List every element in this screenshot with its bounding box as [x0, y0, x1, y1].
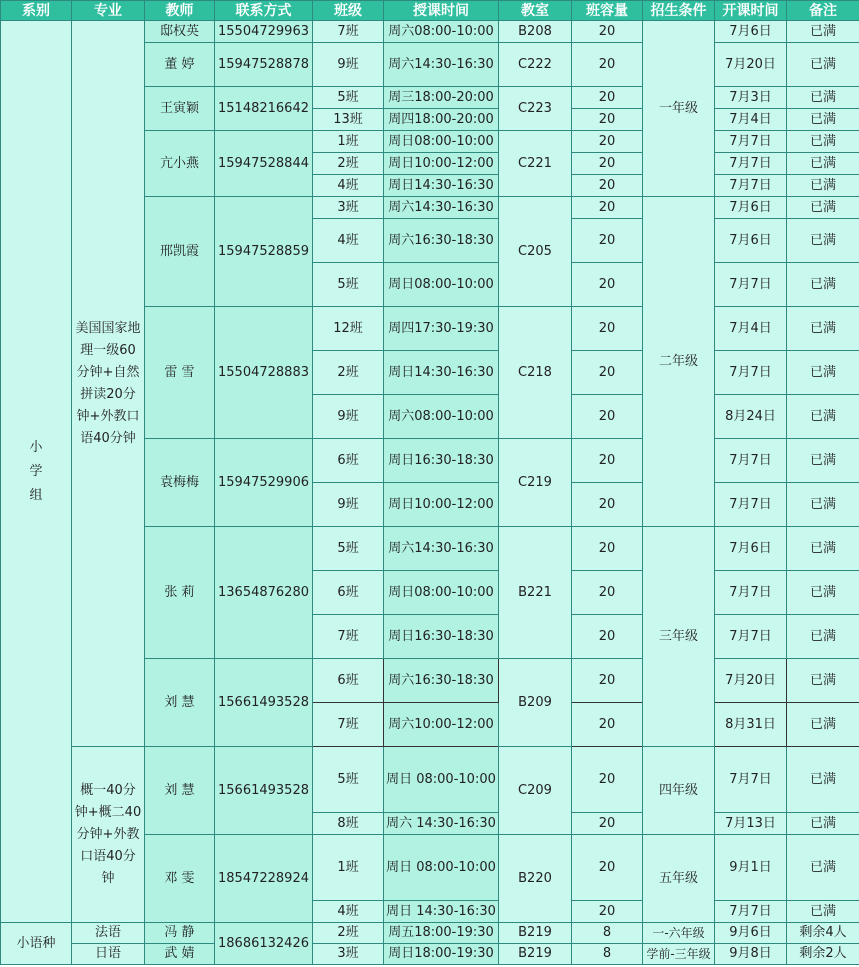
start-date-cell: 8月31日	[715, 703, 787, 747]
teacher-cell: 冯 静	[145, 923, 215, 944]
class-cell: 4班	[313, 219, 384, 263]
condition-cell: 一年级	[643, 21, 715, 197]
header-room: 教室	[499, 1, 572, 21]
start-date-cell: 9月6日	[715, 923, 787, 944]
room-cell: C219	[499, 439, 572, 527]
note-cell: 已满	[787, 615, 859, 659]
note-cell: 已满	[787, 131, 859, 153]
note-cell: 已满	[787, 571, 859, 615]
capacity-cell: 20	[572, 21, 643, 43]
start-date-cell: 7月7日	[715, 747, 787, 813]
room-cell: B208	[499, 21, 572, 43]
time-cell: 周日16:30-18:30	[384, 615, 499, 659]
class-cell: 5班	[313, 527, 384, 571]
note-cell: 已满	[787, 659, 859, 703]
start-date-cell: 7月7日	[715, 263, 787, 307]
capacity-cell: 20	[572, 439, 643, 483]
phone-cell: 15947528859	[215, 197, 313, 307]
capacity-cell: 20	[572, 483, 643, 527]
teacher-cell: 董 婷	[145, 43, 215, 87]
class-cell: 13班	[313, 109, 384, 131]
department-cell: 小语种	[1, 923, 72, 965]
time-cell: 周六14:30-16:30	[384, 197, 499, 219]
capacity-cell: 20	[572, 659, 643, 703]
class-cell: 5班	[313, 87, 384, 109]
table-row	[1, 923, 859, 944]
capacity-cell: 20	[572, 87, 643, 109]
class-cell: 9班	[313, 483, 384, 527]
class-cell: 4班	[313, 175, 384, 197]
time-cell: 周日18:00-19:30	[384, 944, 499, 965]
header-teacher: 教师	[145, 1, 215, 21]
note-cell: 已满	[787, 43, 859, 87]
class-cell: 2班	[313, 351, 384, 395]
class-cell: 7班	[313, 615, 384, 659]
condition-cell: 三年级	[643, 527, 715, 747]
phone-cell: 15504729963	[215, 21, 313, 43]
room-cell: B209	[499, 659, 572, 747]
time-cell: 周日08:00-10:00	[384, 131, 499, 153]
phone-cell: 15947528878	[215, 43, 313, 87]
start-date-cell: 7月7日	[715, 175, 787, 197]
time-cell: 周六14:30-16:30	[384, 43, 499, 87]
note-cell: 已满	[787, 307, 859, 351]
note-cell: 已满	[787, 747, 859, 813]
time-cell: 周日14:30-16:30	[384, 351, 499, 395]
room-cell: C218	[499, 307, 572, 439]
teacher-cell: 袁梅梅	[145, 439, 215, 527]
teacher-cell: 刘 慧	[145, 747, 215, 835]
capacity-cell: 20	[572, 571, 643, 615]
time-cell: 周六 14:30-16:30	[384, 813, 499, 835]
phone-cell: 15947528844	[215, 131, 313, 197]
major-cell: 美国国家地理一级60分钟+自然拼读20分钟+外教口语40分钟	[72, 21, 145, 747]
note-cell: 已满	[787, 813, 859, 835]
phone-cell: 15504728883	[215, 307, 313, 439]
capacity-cell: 20	[572, 219, 643, 263]
capacity-cell: 20	[572, 747, 643, 813]
teacher-cell: 邓 雯	[145, 835, 215, 923]
start-date-cell: 7月7日	[715, 153, 787, 175]
time-cell: 周六14:30-16:30	[384, 527, 499, 571]
note-cell: 已满	[787, 87, 859, 109]
condition-cell: 学前-三年级	[643, 944, 715, 965]
class-cell: 9班	[313, 43, 384, 87]
major-cell: 日语	[72, 944, 145, 965]
phone-cell: 18686132426	[215, 923, 313, 965]
start-date-cell: 7月6日	[715, 21, 787, 43]
phone-cell: 15661493528	[215, 747, 313, 835]
start-date-cell: 9月8日	[715, 944, 787, 965]
capacity-cell: 20	[572, 351, 643, 395]
time-cell: 周三18:00-20:00	[384, 87, 499, 109]
note-cell: 已满	[787, 901, 859, 923]
class-cell: 5班	[313, 747, 384, 813]
time-cell: 周日 08:00-10:00	[384, 747, 499, 813]
phone-cell: 15661493528	[215, 659, 313, 747]
capacity-cell: 20	[572, 307, 643, 351]
teacher-cell: 张 莉	[145, 527, 215, 659]
start-date-cell: 7月6日	[715, 527, 787, 571]
class-cell: 4班	[313, 901, 384, 923]
time-cell: 周六16:30-18:30	[384, 659, 499, 703]
time-cell: 周六08:00-10:00	[384, 395, 499, 439]
class-cell: 7班	[313, 21, 384, 43]
note-cell: 剩余4人	[787, 923, 859, 944]
note-cell: 已满	[787, 483, 859, 527]
note-cell: 已满	[787, 109, 859, 131]
time-cell: 周日08:00-10:00	[384, 571, 499, 615]
start-date-cell: 7月7日	[715, 131, 787, 153]
room-cell: C205	[499, 197, 572, 307]
table-row	[1, 944, 859, 965]
capacity-cell: 20	[572, 43, 643, 87]
capacity-cell: 20	[572, 813, 643, 835]
time-cell: 周日10:00-12:00	[384, 483, 499, 527]
table-row	[1, 747, 859, 813]
room-cell: C209	[499, 747, 572, 835]
start-date-cell: 7月7日	[715, 439, 787, 483]
phone-cell: 13654876280	[215, 527, 313, 659]
room-cell: C222	[499, 43, 572, 87]
teacher-cell: 亢小燕	[145, 131, 215, 197]
note-cell: 已满	[787, 835, 859, 901]
time-cell: 周六10:00-12:00	[384, 703, 499, 747]
teacher-cell: 邸权英	[145, 21, 215, 43]
start-date-cell: 8月24日	[715, 395, 787, 439]
room-cell: C223	[499, 87, 572, 131]
class-cell: 6班	[313, 659, 384, 703]
time-cell: 周五18:00-19:30	[384, 923, 499, 944]
class-cell: 7班	[313, 703, 384, 747]
time-cell: 周四18:00-20:00	[384, 109, 499, 131]
header-note: 备注	[787, 1, 859, 21]
class-cell: 12班	[313, 307, 384, 351]
time-cell: 周日10:00-12:00	[384, 153, 499, 175]
phone-cell: 15148216642	[215, 87, 313, 131]
teacher-cell: 武 婧	[145, 944, 215, 965]
class-cell: 2班	[313, 153, 384, 175]
capacity-cell: 20	[572, 835, 643, 901]
time-cell: 周日 08:00-10:00	[384, 835, 499, 901]
phone-cell: 15947529906	[215, 439, 313, 527]
note-cell: 已满	[787, 153, 859, 175]
class-cell: 3班	[313, 197, 384, 219]
class-cell: 9班	[313, 395, 384, 439]
capacity-cell: 20	[572, 615, 643, 659]
room-cell: B220	[499, 835, 572, 923]
header-department: 系别	[1, 1, 72, 21]
major-cell: 法语	[72, 923, 145, 944]
note-cell: 已满	[787, 527, 859, 571]
header-contact: 联系方式	[215, 1, 313, 21]
major-cell: 概一40分钟+概二40分钟+外教口语40分钟	[72, 747, 145, 923]
class-cell: 6班	[313, 439, 384, 483]
teacher-cell: 刘 慧	[145, 659, 215, 747]
time-cell: 周日 14:30-16:30	[384, 901, 499, 923]
note-cell: 已满	[787, 21, 859, 43]
time-cell: 周日08:00-10:00	[384, 263, 499, 307]
time-cell: 周四17:30-19:30	[384, 307, 499, 351]
teacher-cell: 雷 雪	[145, 307, 215, 439]
header-start-date: 开课时间	[715, 1, 787, 21]
start-date-cell: 7月4日	[715, 109, 787, 131]
start-date-cell: 7月7日	[715, 571, 787, 615]
note-cell: 已满	[787, 263, 859, 307]
header-row	[1, 1, 859, 21]
note-cell: 已满	[787, 395, 859, 439]
start-date-cell: 7月7日	[715, 615, 787, 659]
room-cell: B219	[499, 923, 572, 944]
header-capacity: 班容量	[572, 1, 643, 21]
capacity-cell: 20	[572, 131, 643, 153]
start-date-cell: 7月7日	[715, 901, 787, 923]
condition-cell: 二年级	[643, 197, 715, 527]
capacity-cell: 20	[572, 175, 643, 197]
start-date-cell: 7月3日	[715, 87, 787, 109]
time-cell: 周六16:30-18:30	[384, 219, 499, 263]
capacity-cell: 20	[572, 263, 643, 307]
start-date-cell: 7月20日	[715, 659, 787, 703]
capacity-cell: 20	[572, 527, 643, 571]
capacity-cell: 8	[572, 944, 643, 965]
header-class: 班级	[313, 1, 384, 21]
header-major: 专业	[72, 1, 145, 21]
start-date-cell: 7月6日	[715, 219, 787, 263]
start-date-cell: 7月7日	[715, 351, 787, 395]
start-date-cell: 7月7日	[715, 483, 787, 527]
note-cell: 已满	[787, 439, 859, 483]
time-cell: 周六08:00-10:00	[384, 21, 499, 43]
condition-cell: 五年级	[643, 835, 715, 923]
start-date-cell: 7月13日	[715, 813, 787, 835]
capacity-cell: 20	[572, 901, 643, 923]
class-cell: 6班	[313, 571, 384, 615]
start-date-cell: 7月20日	[715, 43, 787, 87]
time-cell: 周日16:30-18:30	[384, 439, 499, 483]
department-cell: 小 学 组	[1, 21, 72, 923]
room-cell: B221	[499, 527, 572, 659]
capacity-cell: 20	[572, 197, 643, 219]
class-cell: 1班	[313, 835, 384, 901]
note-cell: 已满	[787, 197, 859, 219]
class-cell: 8班	[313, 813, 384, 835]
note-cell: 已满	[787, 175, 859, 197]
start-date-cell: 7月4日	[715, 307, 787, 351]
phone-cell: 18547228924	[215, 835, 313, 923]
teacher-cell: 邢凯霞	[145, 197, 215, 307]
condition-cell: 一-六年级	[643, 923, 715, 944]
table-row	[1, 21, 859, 43]
class-cell: 2班	[313, 923, 384, 944]
note-cell: 已满	[787, 351, 859, 395]
class-cell: 5班	[313, 263, 384, 307]
start-date-cell: 7月6日	[715, 197, 787, 219]
capacity-cell: 20	[572, 109, 643, 131]
note-cell: 已满	[787, 219, 859, 263]
capacity-cell: 20	[572, 395, 643, 439]
capacity-cell: 20	[572, 153, 643, 175]
class-cell: 1班	[313, 131, 384, 153]
capacity-cell: 20	[572, 703, 643, 747]
teacher-cell: 王寅颖	[145, 87, 215, 131]
note-cell: 剩余2人	[787, 944, 859, 965]
time-cell: 周日14:30-16:30	[384, 175, 499, 197]
room-cell: B219	[499, 944, 572, 965]
condition-cell: 四年级	[643, 747, 715, 835]
start-date-cell: 9月1日	[715, 835, 787, 901]
header-time: 授课时间	[384, 1, 499, 21]
header-condition: 招生条件	[643, 1, 715, 21]
room-cell: C221	[499, 131, 572, 197]
class-cell: 3班	[313, 944, 384, 965]
capacity-cell: 8	[572, 923, 643, 944]
note-cell: 已满	[787, 703, 859, 747]
